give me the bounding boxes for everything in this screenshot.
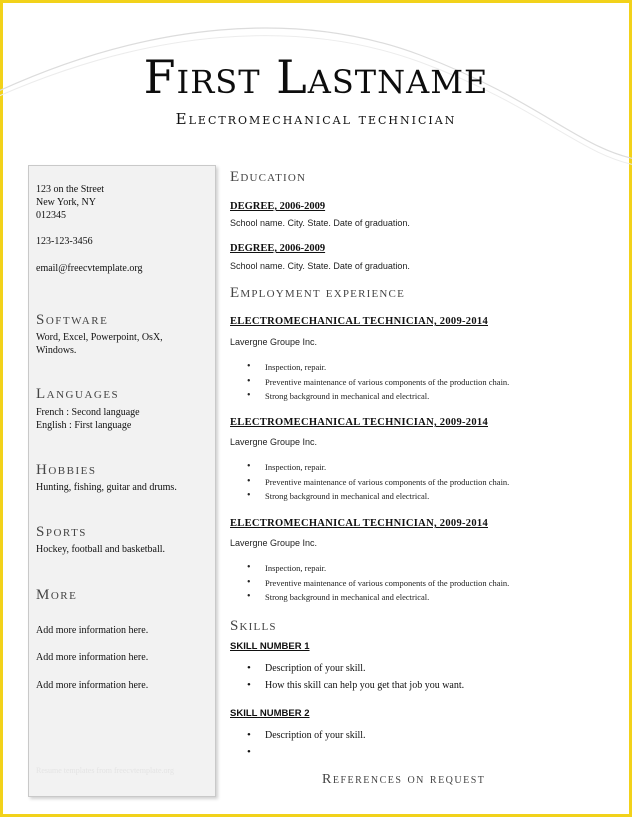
job-bullets-2 <box>247 460 509 504</box>
experience-heading: Employment experience <box>230 285 406 301</box>
software-line-1: Word, Excel, Powerpoint, OsX, <box>36 332 163 343</box>
skill-bullets-2 <box>247 727 366 761</box>
degree-title-2: DEGREE, 2006-2009 <box>230 243 326 254</box>
list-item <box>247 744 366 761</box>
list-item: • Strong background in mechanical and electrical. <box>247 590 509 605</box>
phone-number: 123-123-3456 <box>36 236 93 247</box>
list-item: • Preventive maintenance of various components of the production chain. <box>247 576 509 591</box>
list-item: • Preventive maintenance of various components of the production chain. <box>247 375 509 390</box>
skill-title-2: SKILL NUMBER 2 <box>230 708 310 719</box>
job-title-1: ELECTROMECHANICAL TECHNICIAN, 2009-2014 <box>230 316 488 327</box>
job-bullets-3 <box>247 561 509 605</box>
skill-title-1: SKILL NUMBER 1 <box>230 641 310 652</box>
list-item: • Inspection, repair. <box>247 460 509 475</box>
software-heading: Software <box>36 312 109 328</box>
list-item: • Inspection, repair. <box>247 561 509 576</box>
email-address: email@freecvtemplate.org <box>36 263 143 274</box>
candidate-name: First Lastname <box>143 50 489 104</box>
references-note: References on request <box>322 772 486 787</box>
watermark-text: Resume templates from freecvtemplate.org <box>36 766 175 775</box>
more-heading: More <box>36 587 78 603</box>
sports-heading: Sports <box>36 524 87 540</box>
degree-title-1: DEGREE, 2006-2009 <box>230 201 326 212</box>
list-item: • Inspection, repair. <box>247 360 509 375</box>
list-item: • Description of your skill. <box>247 727 366 744</box>
job-title-3: ELECTROMECHANICAL TECHNICIAN, 2009-2014 <box>230 518 488 529</box>
job-company-2: Lavergne Groupe Inc. <box>230 437 318 447</box>
candidate-role: Electromechanical technician <box>175 110 457 128</box>
degree-detail-1: School name. City. State. Date of graduation. <box>230 218 410 228</box>
address-line-3: 012345 <box>36 210 66 221</box>
languages-heading: Languages <box>36 386 120 402</box>
job-company-3: Lavergne Groupe Inc. <box>230 538 318 548</box>
more-item-2: Add more information here. <box>36 652 149 663</box>
list-item: • How this skill can help you get that job you want. <box>247 677 464 694</box>
address-line-1: 123 on the Street <box>36 184 105 195</box>
education-heading: Education <box>230 169 307 185</box>
job-bullets-1 <box>247 360 509 404</box>
sports-text: Hockey, football and basketball. <box>36 544 166 555</box>
job-title-2: ELECTROMECHANICAL TECHNICIAN, 2009-2014 <box>230 417 488 428</box>
list-item: • Strong background in mechanical and electrical. <box>247 489 509 504</box>
more-item-3: Add more information here. <box>36 680 149 691</box>
language-item-2: English : First language <box>36 420 132 431</box>
skills-heading: Skills <box>230 618 277 634</box>
degree-detail-2: School name. City. State. Date of graduation. <box>230 261 410 271</box>
job-company-1: Lavergne Groupe Inc. <box>230 337 318 347</box>
list-item: • Strong background in mechanical and electrical. <box>247 389 509 404</box>
language-item-1: French : Second language <box>36 407 140 418</box>
software-line-2: Windows. <box>36 345 77 356</box>
list-item: • Preventive maintenance of various components of the production chain. <box>247 475 509 490</box>
skill-bullets-1 <box>247 660 464 694</box>
list-item: • Description of your skill. <box>247 660 464 677</box>
more-item-1: Add more information here. <box>36 625 149 636</box>
address-line-2: New York, NY <box>36 197 97 208</box>
hobbies-heading: Hobbies <box>36 462 97 478</box>
hobbies-text: Hunting, fishing, guitar and drums. <box>36 482 177 493</box>
